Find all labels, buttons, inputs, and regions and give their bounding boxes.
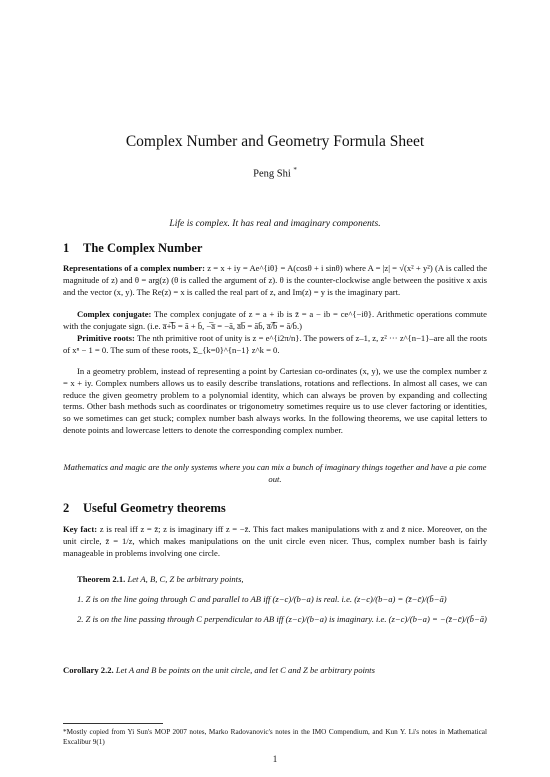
key-fact-label: Key fact: xyxy=(63,524,98,534)
section-number: 1 xyxy=(63,241,70,255)
section-title: Useful Geometry theorems xyxy=(83,501,226,515)
author-name: Peng Shi xyxy=(253,168,291,180)
theorem-text: Let A, B, C, Z be arbitrary points, xyxy=(127,574,244,584)
page-title: Complex Number and Geometry Formula Sheet xyxy=(125,133,425,150)
page-number: 1 xyxy=(272,754,278,764)
footnote: *Mostly copied from Yi Sun's MOP 2007 notes, Marko Radovanovic's notes in the IMO Compendium, and Kun Y. Li's notes in Mathematical Excalibur 9(1) xyxy=(63,728,487,746)
prim-text: The nth primitive root of unity is z = e^{i2π/n}. The powers of z–1, z, z² ··· z^{n−1}–are all the roots of xⁿ − 1 = 0. The sum of these roots, Σ_{k=0}^{n−1} z^k = 0. xyxy=(63,333,488,355)
corollary-2-2 xyxy=(63,665,487,677)
section-2-heading xyxy=(63,501,226,516)
epigraph: Life is complex. It has real and imaginary components. xyxy=(169,218,381,229)
conjugate-paragraph xyxy=(63,309,487,333)
prim-label: Primitive roots: xyxy=(77,333,135,343)
section-1-heading xyxy=(63,241,202,256)
section-number: 2 xyxy=(63,501,70,515)
conj-text: The complex conjugate of z = a + ib is z̄ = a − ib = ce^{−iθ}. Arithmetic operations commute with the conjugate sign. (i.e. a̅+̅b̅ = ā + b̄, −̅a̅ = −ā, a̅b̅ = āb̄, a̅/̅b̅ = ā/b̄.) xyxy=(63,309,487,331)
theorem-2-1 xyxy=(63,574,487,586)
theorem-item: 1. Z is on the line going through C and parallel to AB iff (z−c)/(b−a) is real. i.e. (z−c)/(b−a) = (z̄−c̄)/(b̄−ā) xyxy=(77,594,447,604)
theorem-label: Theorem 2.1. xyxy=(77,574,126,584)
author-footnote-mark: * xyxy=(293,166,297,174)
rep-text: z = x + iy = Ae^{iθ} = A(cosθ + i sinθ) where A = |z| = √(x² + y²) (A is called the magnitude of z) and θ = arg(z) (θ is called the argument of z). θ is the counter-clockwise angle between the positive x axis and the vector (x, y). The Re(z) = x is called the real part of z, and Im(z) = y is the imaginary part. xyxy=(63,263,488,297)
key-fact-text: z is real iff z = z̄; z is imaginary iff z = −z̄. This fact makes manipulations with z and z̄ nice. Moreover, on the unit circle, z̄ = 1/z, which makes manipulations on the unit circle even nicer. Thus, complex number bash is fairly manageable in problems involving one circle. xyxy=(63,524,487,558)
key-fact-paragraph xyxy=(63,524,487,559)
corollary-label: Corollary 2.2. xyxy=(63,665,114,675)
author xyxy=(0,166,550,180)
rep-label: Representations of a complex number: xyxy=(63,263,205,273)
quote: Mathematics and magic are the only systems where you can mix a bunch of imaginary things together and have a pie come out. xyxy=(63,462,487,484)
theorem-item: 2. Z is on the line passing through C perpendicular to AB iff (z−c)/(b−a) is imaginary. i.e. (z−c)/(b−a) = −(z̄−c̄)/(b̄−ā) xyxy=(77,613,487,624)
representation-paragraph xyxy=(63,263,487,298)
geometry-paragraph: In a geometry problem, instead of representing a point by Cartesian co-ordinates (x, y), we use the complex number z = x + iy. Complex numbers allows us to easily describe translations, rotations and reflections. In almost all cases, we can reduce the given geometry problem to a polynomial identity, which can always be proven by expanding and collecting terms. Other bash methods such as coordinates or trigonometry sometimes require us to use clever factoring or identities, so we sometimes can get stuck; complex number bash always works. In the following theorems, we use capital letters to denote points and lowercase letters to denote the corresponding complex number. xyxy=(63,366,487,435)
footnote-rule xyxy=(63,723,163,724)
conj-label: Complex conjugate: xyxy=(77,309,152,319)
theorem-items xyxy=(63,594,487,634)
corollary-text: Let A and B be points on the unit circle, and let C and Z be arbitrary points xyxy=(115,665,375,675)
section-title: The Complex Number xyxy=(83,241,203,255)
primitive-roots-paragraph xyxy=(63,333,487,357)
